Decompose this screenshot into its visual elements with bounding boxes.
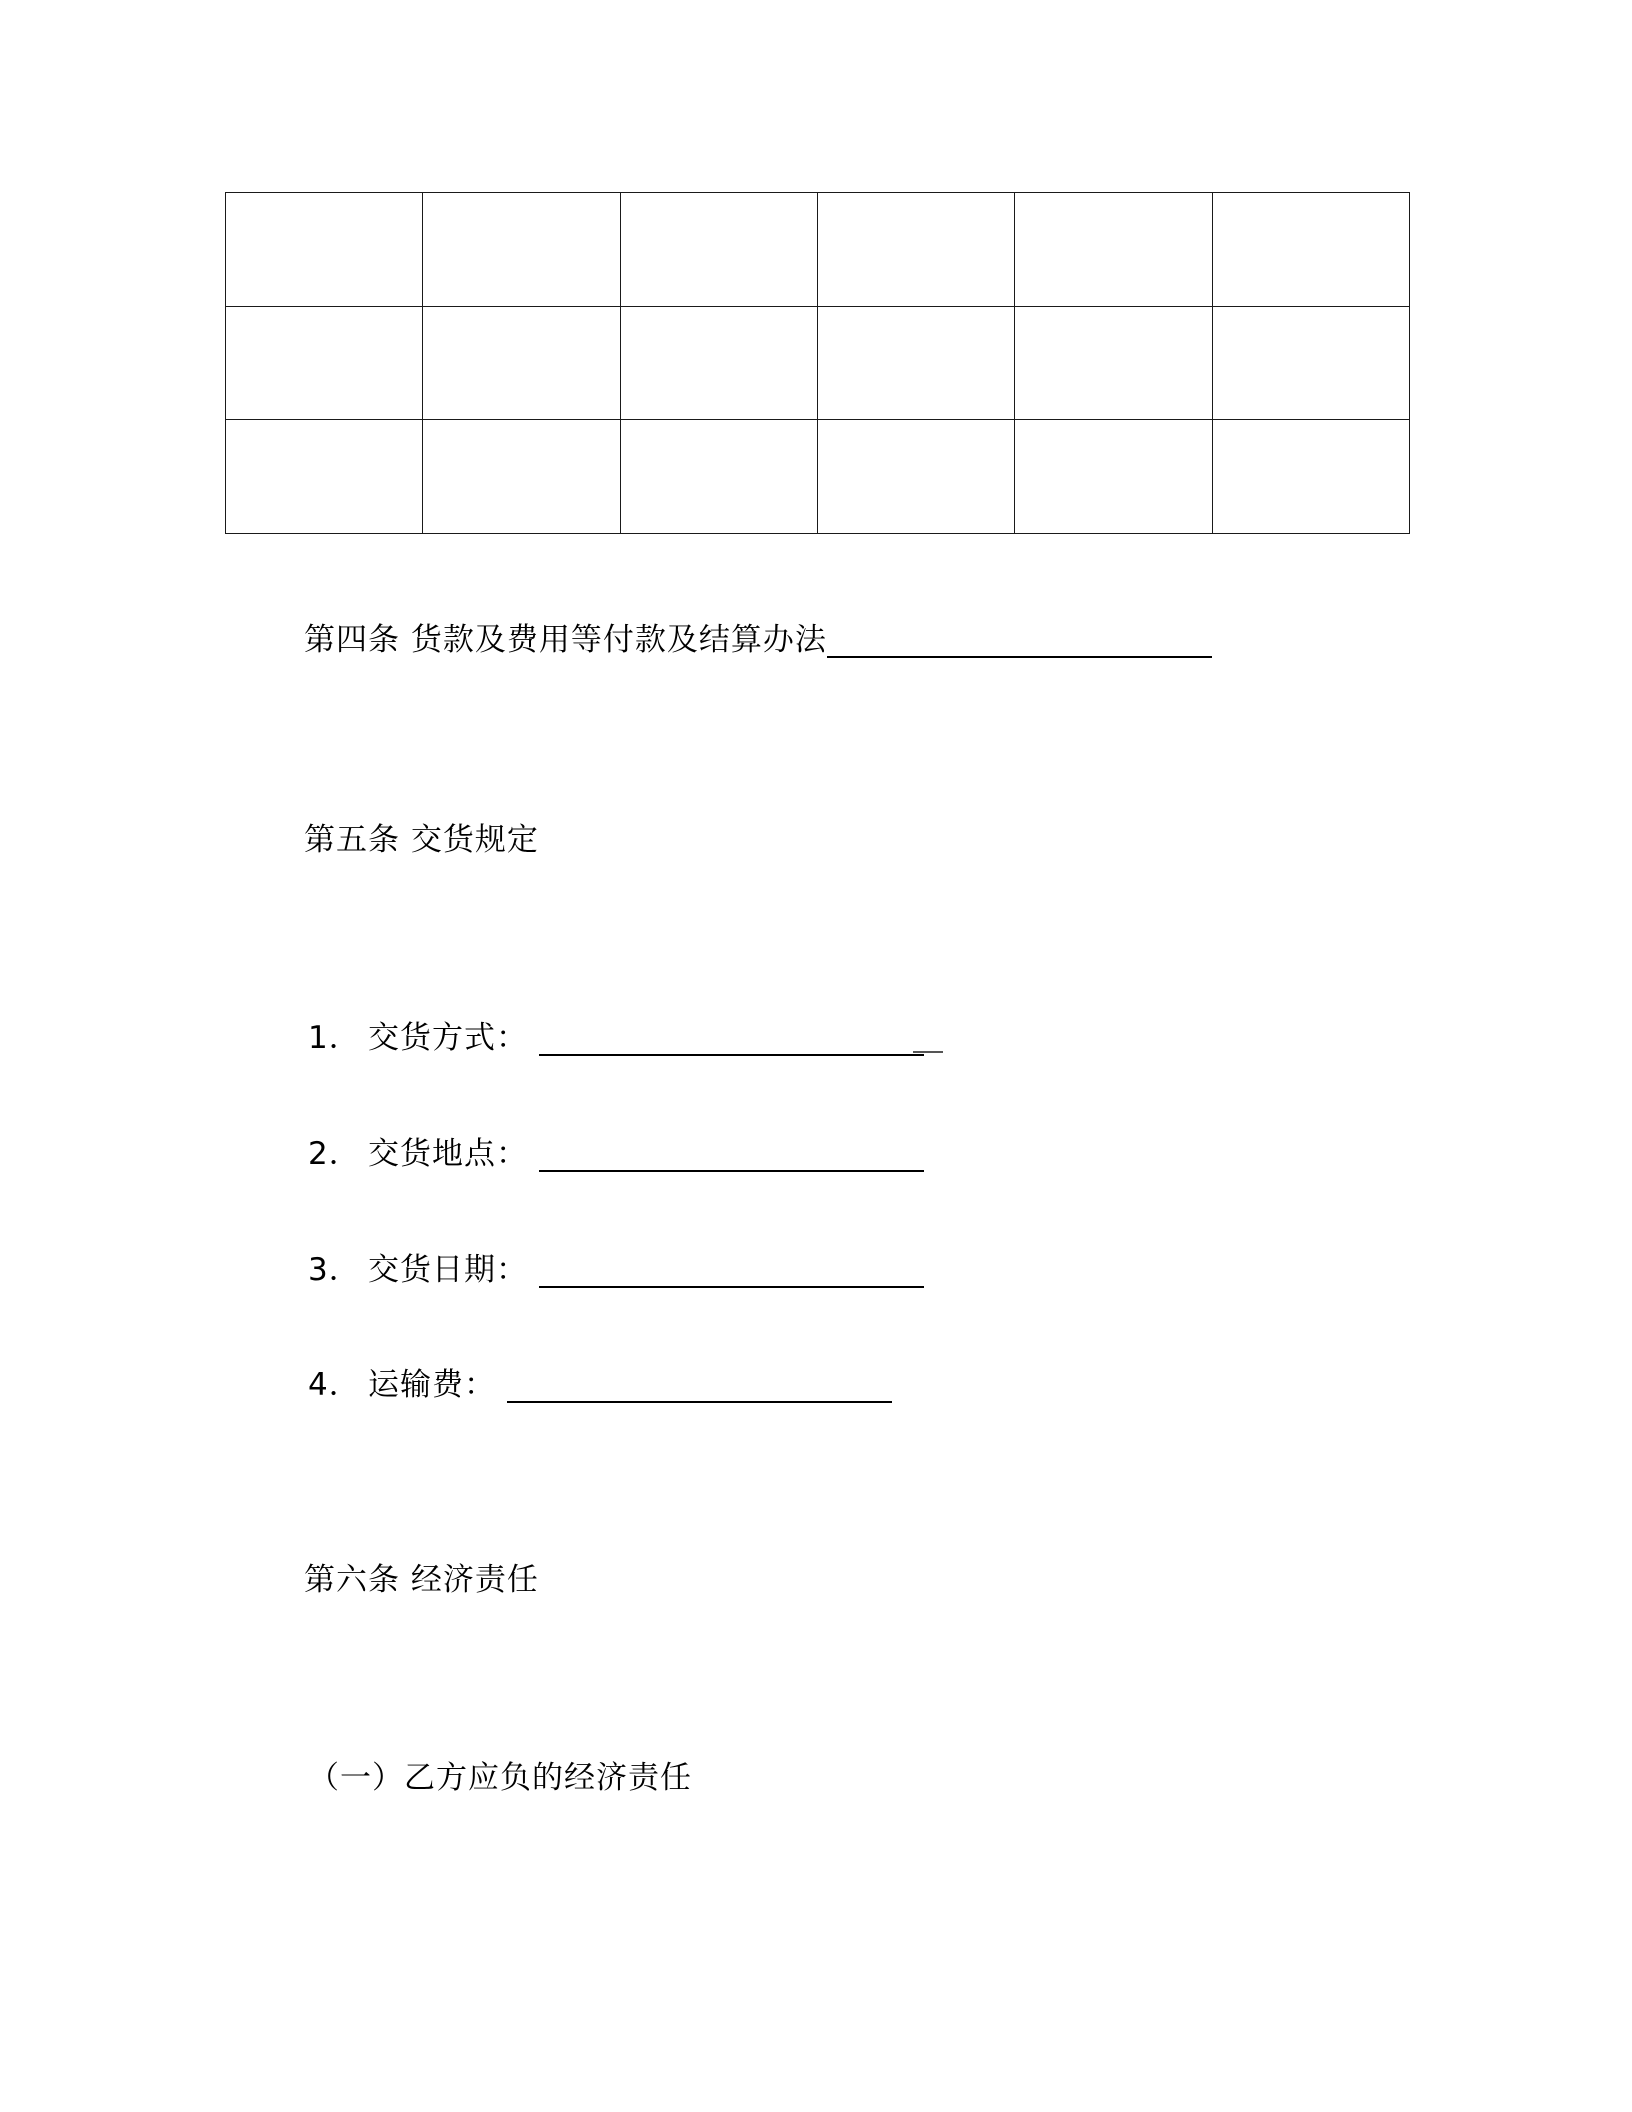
article-4-text: 第四条 货款及费用等付款及结算办法 <box>304 622 827 658</box>
table-cell <box>1015 420 1212 534</box>
table-cell <box>423 420 620 534</box>
delivery-method-blank[interactable] <box>539 1054 924 1056</box>
table-cell <box>817 306 1014 420</box>
item-number: 1． <box>308 1020 361 1056</box>
table-cell <box>817 420 1014 534</box>
delivery-date-blank[interactable] <box>539 1286 924 1288</box>
item-label: 运输费： <box>368 1367 496 1403</box>
table-cell <box>423 306 620 420</box>
table-row <box>226 193 1410 307</box>
delivery-item-2 <box>308 1134 924 1174</box>
table-cell <box>620 306 817 420</box>
item-label: 交货方式： <box>368 1020 528 1056</box>
delivery-item-1 <box>308 1018 924 1058</box>
table-cell <box>1212 420 1409 534</box>
table-cell <box>226 420 423 534</box>
table-cell <box>1212 193 1409 307</box>
section-1-heading <box>308 1758 692 1798</box>
item-number: 4． <box>308 1367 361 1403</box>
table-cell <box>1015 193 1212 307</box>
article-5-heading <box>304 820 539 860</box>
payment-method-blank[interactable] <box>827 656 1212 658</box>
delivery-item-3 <box>308 1250 924 1290</box>
table-cell <box>1212 306 1409 420</box>
stray-underline-mark <box>913 1051 943 1053</box>
table-cell <box>226 193 423 307</box>
article-4-payment-settlement <box>304 620 1212 660</box>
item-number: 3． <box>308 1252 361 1288</box>
freight-cost-blank[interactable] <box>507 1401 892 1403</box>
empty-goods-table <box>225 192 1410 534</box>
item-label: 交货日期： <box>368 1252 528 1288</box>
article-6-text: 第六条 经济责任 <box>304 1562 539 1598</box>
table-cell <box>423 193 620 307</box>
section-1-text: （一）乙方应负的经济责任 <box>308 1760 692 1796</box>
item-label: 交货地点： <box>368 1136 528 1172</box>
item-number: 2． <box>308 1136 361 1172</box>
table-cell <box>226 306 423 420</box>
table-row <box>226 306 1410 420</box>
article-6-heading <box>304 1560 539 1600</box>
article-5-text: 第五条 交货规定 <box>304 822 539 858</box>
table-cell <box>1015 306 1212 420</box>
table-cell <box>620 420 817 534</box>
table-cell <box>817 193 1014 307</box>
table-cell <box>620 193 817 307</box>
delivery-item-4 <box>308 1365 892 1405</box>
table-row <box>226 420 1410 534</box>
delivery-location-blank[interactable] <box>539 1170 924 1172</box>
